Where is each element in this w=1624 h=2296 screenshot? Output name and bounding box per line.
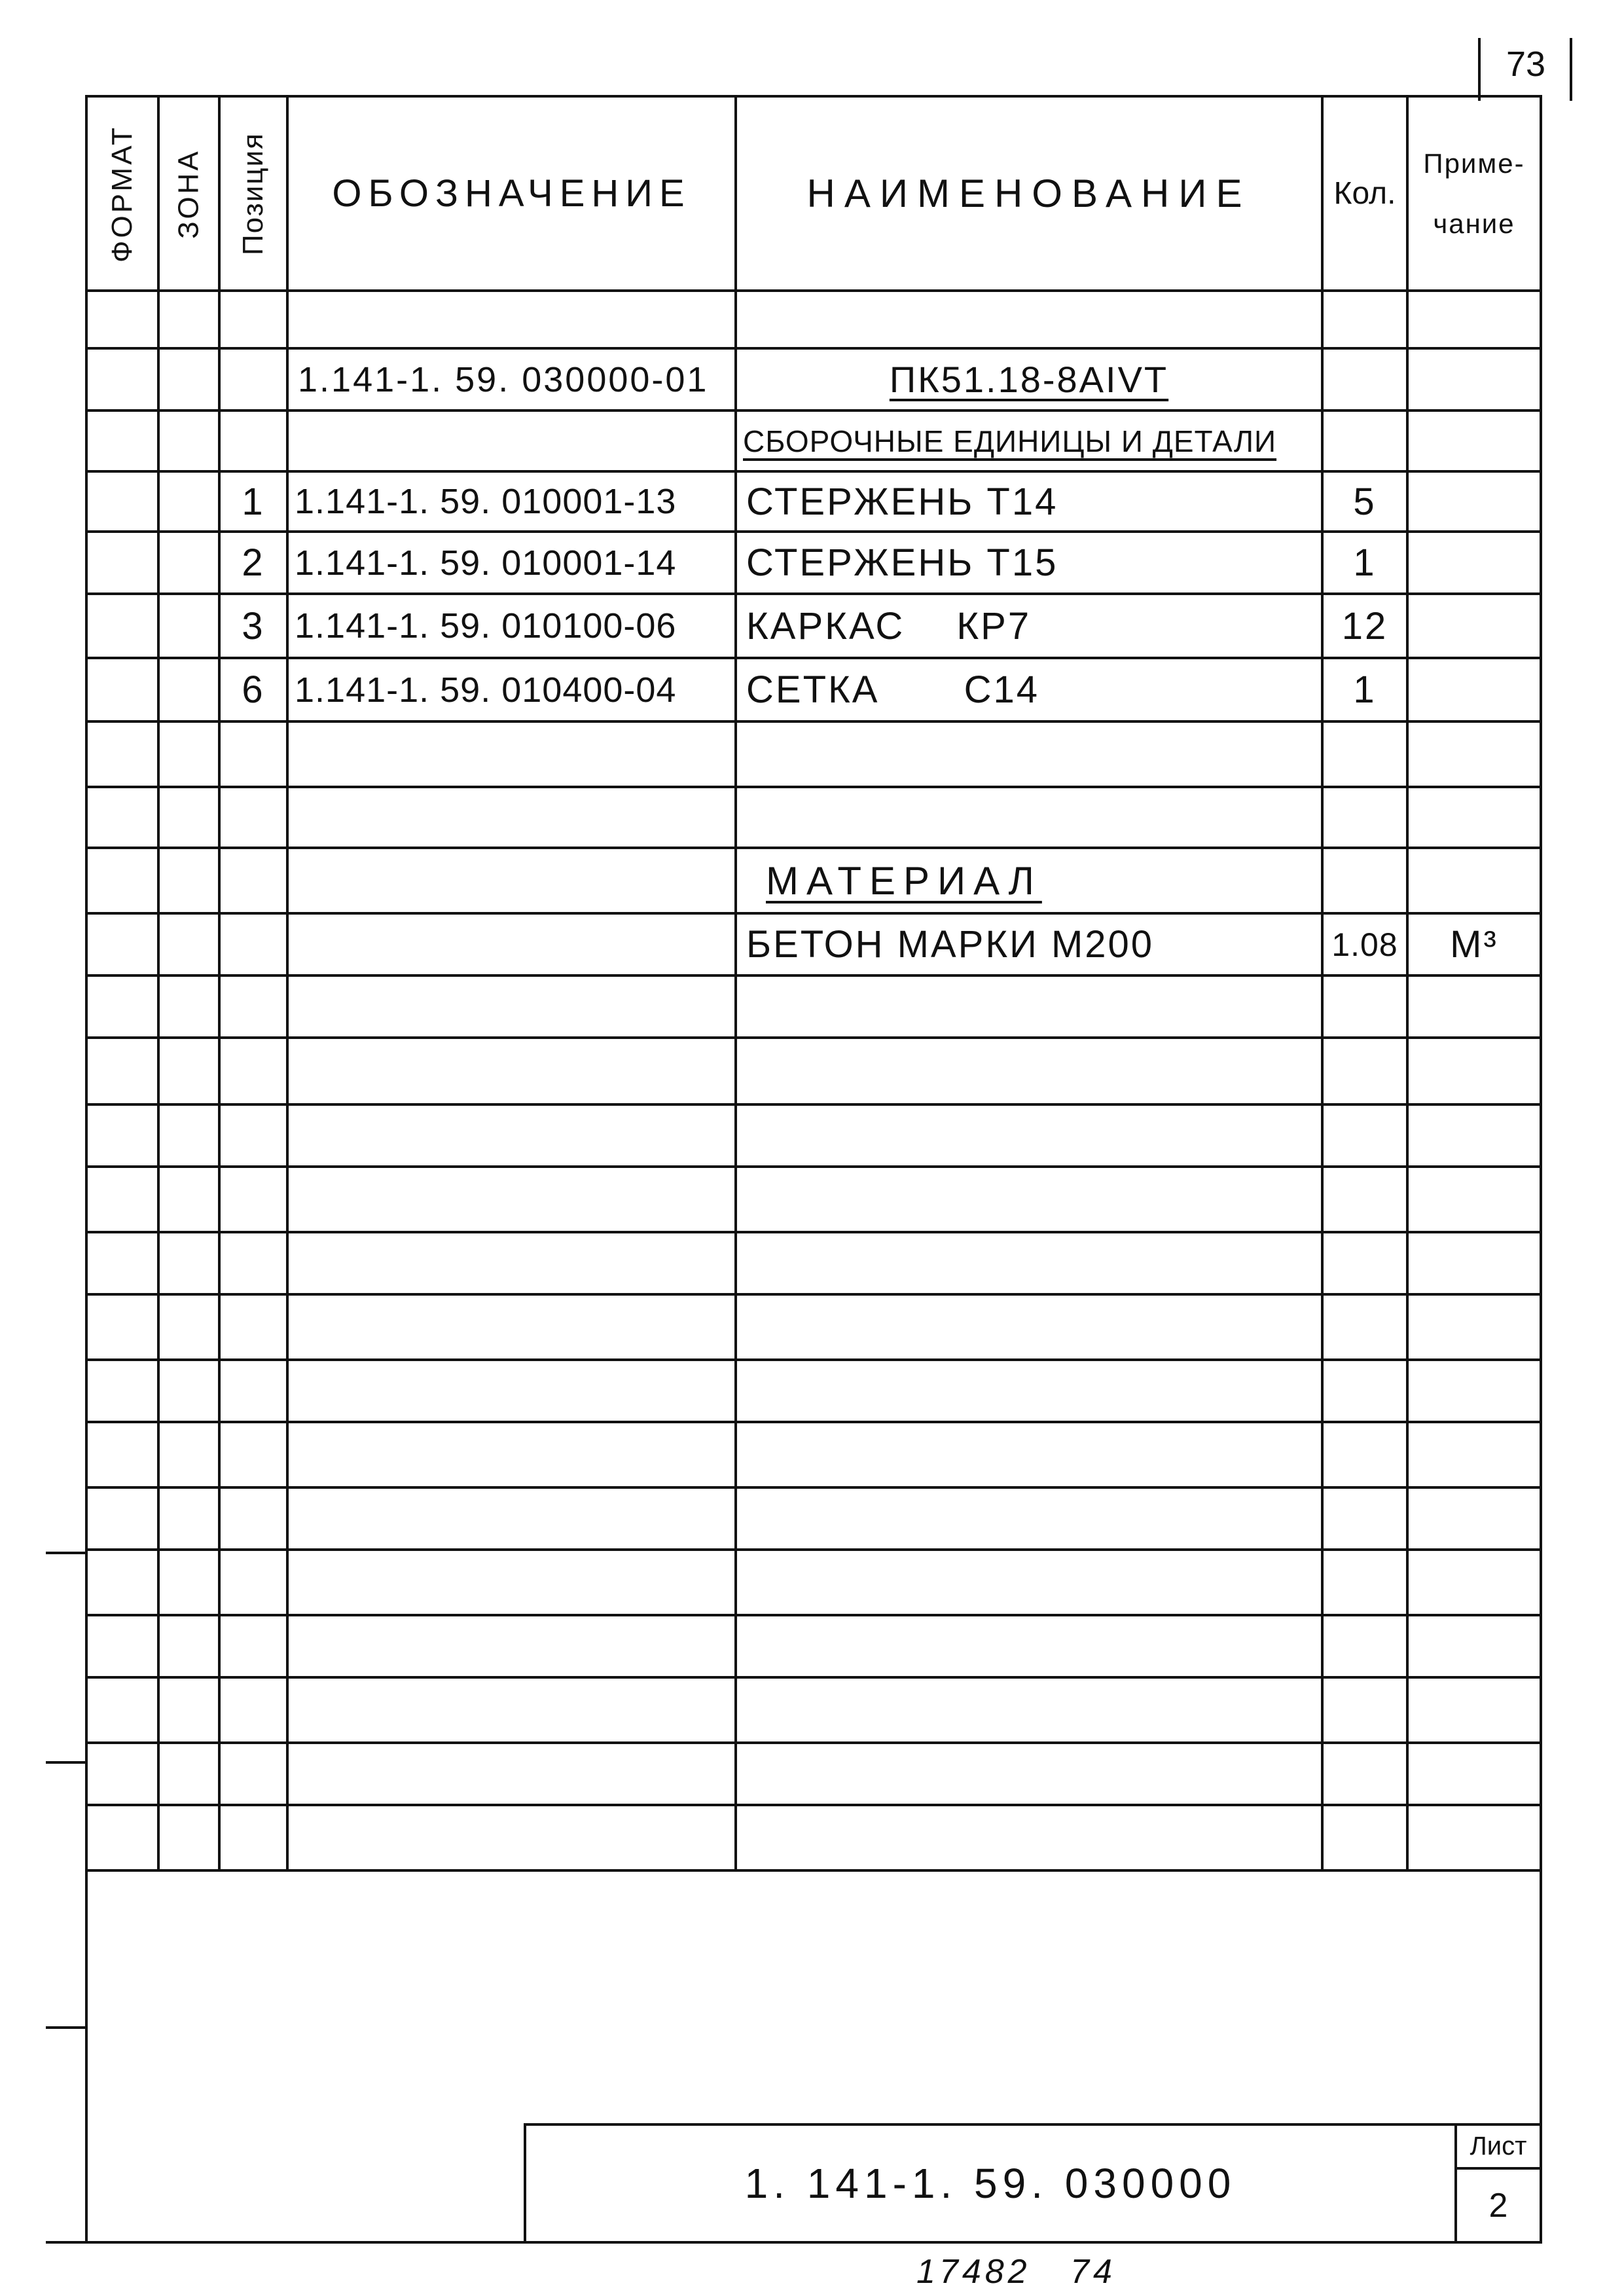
col-sep-name-qty	[1321, 95, 1324, 1871]
row-line	[85, 1293, 1542, 1296]
row-line	[85, 1036, 1542, 1039]
item-pos: 1	[242, 480, 265, 523]
col-sep-zone-pos	[218, 95, 221, 1871]
item-name: КАРКАС КР7	[746, 604, 1032, 647]
row-line	[85, 720, 1542, 723]
frame-right	[1540, 95, 1542, 2244]
item-pos: 2	[242, 541, 265, 584]
col-sep-qty-note	[1406, 95, 1409, 1871]
sheet-number: 2	[1489, 2186, 1508, 2225]
item-note	[1409, 473, 1540, 530]
row-line	[85, 1614, 1542, 1616]
material-unit: М³	[1450, 923, 1498, 966]
item-designation: 1.141-1. 59. 010400-04	[295, 670, 677, 710]
section-assemblies-text: СБОРОЧНЫЕ ЕДИНИЦЫ И ДЕТАЛИ	[743, 424, 1277, 458]
item-note	[1409, 533, 1540, 592]
item-qty: 12	[1341, 604, 1388, 647]
row-line	[85, 1103, 1542, 1106]
material-qty: 1.08	[1331, 926, 1398, 963]
page-number-right-line	[1570, 38, 1572, 101]
header-format: ФОРМАТ	[106, 124, 138, 263]
section-material-text: МАТЕРИАЛ	[766, 858, 1042, 903]
page-number-left-line	[1478, 38, 1481, 101]
header-note-line1: Приме-	[1423, 147, 1525, 179]
row-line	[85, 1165, 1542, 1168]
item-name: СТЕРЖЕНЬ Т14	[746, 480, 1058, 523]
header-designation: ОБОЗНАЧЕНИЕ	[332, 172, 691, 215]
col-sep-format-zone	[157, 95, 160, 1871]
header-note	[1409, 98, 1540, 289]
frame-bottom	[46, 2241, 1542, 2244]
frame-left	[85, 95, 88, 2244]
row-line	[85, 1231, 1542, 1233]
item-designation: 1.141-1. 59. 010001-14	[295, 543, 677, 583]
row-line	[85, 1421, 1542, 1423]
row-line	[85, 1486, 1542, 1489]
header-note-line2: чание	[1433, 208, 1515, 239]
material-name: БЕТОН МАРКИ М200	[746, 923, 1155, 966]
header-name: НАИМЕНОВАНИЕ	[806, 172, 1252, 215]
section-assemblies	[743, 412, 1319, 470]
header-bottom-line	[85, 289, 1542, 292]
item-designation: 1.141-1. 59. 010001-13	[295, 482, 677, 521]
header-zone: ЗОНА	[172, 148, 205, 239]
row-line	[85, 1676, 1542, 1679]
item-qty: 1	[1353, 541, 1377, 584]
item-designation: 1.141-1. 59. 010100-06	[295, 606, 677, 646]
header-qty: Кол.	[1333, 176, 1396, 211]
item-pos: 3	[242, 604, 265, 647]
margin-tick	[46, 1552, 86, 1554]
row-line	[85, 1741, 1542, 1744]
page-number: 73	[1506, 44, 1546, 84]
doc-designation: 1.141-1. 59. 030000-01	[298, 359, 709, 399]
item-name: СЕТКА С14	[746, 668, 1039, 711]
title-block-designation: 1. 141-1. 59. 030000	[744, 2160, 1236, 2207]
row-line	[85, 1869, 1542, 1872]
header-position: Позиция	[237, 132, 269, 255]
item-name: СТЕРЖЕНЬ Т15	[746, 541, 1058, 584]
item-note	[1409, 595, 1540, 657]
row-line	[85, 786, 1542, 788]
col-sep-pos-designation	[286, 95, 289, 1871]
sheet-label: Лист	[1470, 2132, 1527, 2160]
margin-tick	[46, 1761, 86, 1764]
item-note	[1409, 659, 1540, 720]
margin-tick	[46, 2026, 86, 2029]
doc-name	[737, 350, 1321, 409]
doc-name-text: ПК51.18-8АIVТ	[889, 359, 1169, 400]
row-line	[85, 974, 1542, 977]
item-qty: 5	[1353, 480, 1377, 523]
row-line	[85, 1548, 1542, 1551]
row-line	[85, 1358, 1542, 1361]
item-qty: 1	[1353, 668, 1377, 711]
row-line	[85, 1804, 1542, 1806]
section-material	[766, 849, 1316, 912]
item-pos: 6	[242, 668, 265, 711]
footer-note: 17482 74	[916, 2253, 1116, 2291]
